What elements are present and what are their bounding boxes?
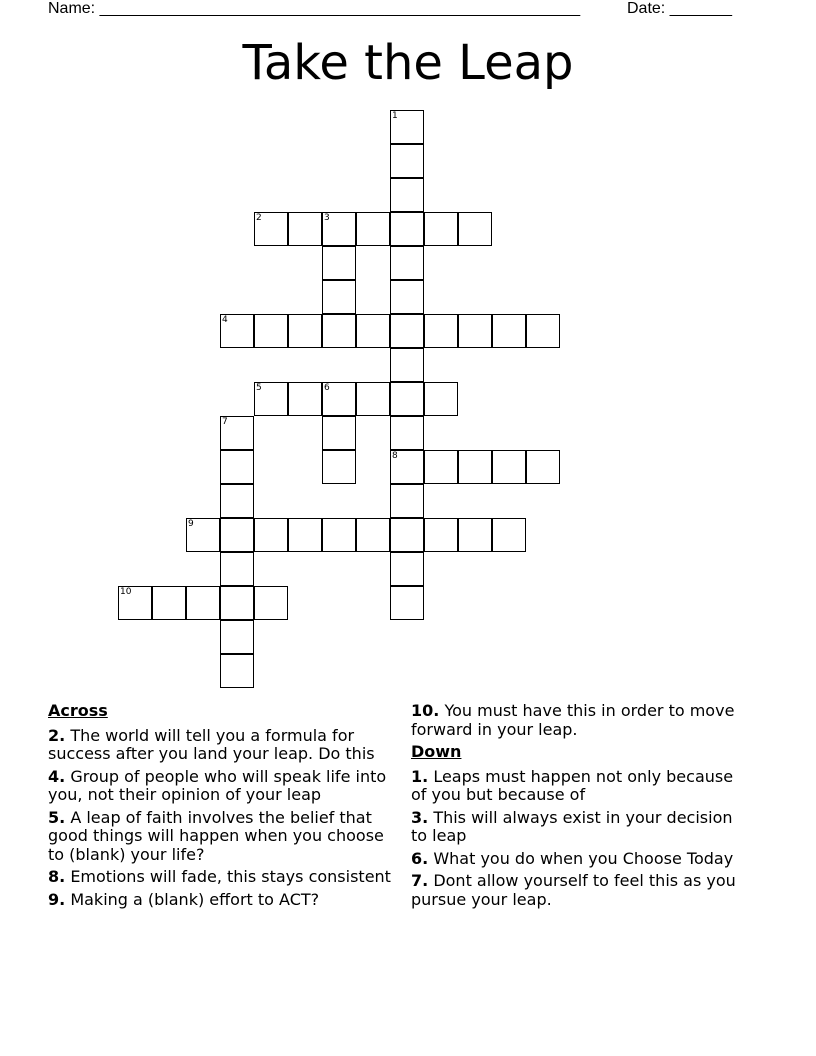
cell-number: 9 bbox=[188, 519, 194, 529]
grid-cell[interactable] bbox=[322, 212, 356, 246]
across-heading: Across bbox=[48, 701, 108, 720]
grid-cell[interactable] bbox=[390, 382, 424, 416]
grid-cell[interactable] bbox=[390, 450, 424, 484]
clue-text: You must have this in order to move forward in your leap. bbox=[411, 701, 735, 739]
grid-cell[interactable] bbox=[220, 416, 254, 450]
grid-cell[interactable] bbox=[186, 586, 220, 620]
clue-number: 2. bbox=[48, 725, 66, 745]
grid-cell[interactable] bbox=[492, 450, 526, 484]
clue-text: What you do when you Choose Today bbox=[433, 848, 734, 868]
down-clue bbox=[411, 872, 751, 909]
grid-cell[interactable] bbox=[356, 212, 390, 246]
grid-cell[interactable] bbox=[220, 518, 254, 552]
grid-cell[interactable] bbox=[118, 586, 152, 620]
cell-number: 8 bbox=[392, 451, 398, 461]
grid-cell[interactable] bbox=[390, 280, 424, 314]
grid-cell[interactable] bbox=[390, 586, 424, 620]
clue-text: The world will tell you a formula for success after you land your leap. Do this bbox=[48, 725, 375, 763]
grid-cell[interactable] bbox=[220, 484, 254, 518]
clue-text: A leap of faith involves the belief that good things will happen when you choose to (blank) your life? bbox=[48, 807, 384, 864]
grid-cell[interactable] bbox=[356, 518, 390, 552]
grid-cell[interactable] bbox=[492, 518, 526, 552]
clue-number: 6. bbox=[411, 848, 429, 868]
grid-cell[interactable] bbox=[288, 314, 322, 348]
grid-cell[interactable] bbox=[390, 416, 424, 450]
grid-cell[interactable] bbox=[424, 518, 458, 552]
across-clue bbox=[48, 727, 398, 764]
grid-cell[interactable] bbox=[390, 212, 424, 246]
grid-cell[interactable] bbox=[322, 382, 356, 416]
grid-cell[interactable] bbox=[220, 654, 254, 688]
grid-cell[interactable] bbox=[390, 552, 424, 586]
grid-cell[interactable] bbox=[458, 450, 492, 484]
grid-cell[interactable] bbox=[424, 382, 458, 416]
grid-cell[interactable] bbox=[254, 382, 288, 416]
grid-cell[interactable] bbox=[424, 314, 458, 348]
cell-number: 1 bbox=[392, 111, 398, 121]
clue-number: 5. bbox=[48, 807, 66, 827]
grid-cell[interactable] bbox=[390, 314, 424, 348]
down-clue bbox=[411, 768, 751, 805]
grid-cell[interactable] bbox=[288, 518, 322, 552]
clue-text: This will always exist in your decision to leap bbox=[411, 807, 733, 845]
grid-cell[interactable] bbox=[356, 314, 390, 348]
across-clue bbox=[48, 809, 398, 865]
clue-number: 1. bbox=[411, 766, 429, 786]
clues-right-column bbox=[411, 702, 751, 913]
grid-cell[interactable] bbox=[220, 450, 254, 484]
grid-cell[interactable] bbox=[390, 484, 424, 518]
puzzle-title: Take the Leap bbox=[242, 35, 574, 91]
clues-left-column bbox=[48, 702, 398, 913]
grid-cell[interactable] bbox=[322, 314, 356, 348]
clue-number: 4. bbox=[48, 766, 66, 786]
clue-text: Dont allow yourself to feel this as you pursue your leap. bbox=[411, 871, 736, 909]
name-field-label: Name: ______________________________________________________ bbox=[48, 0, 581, 17]
grid-cell[interactable] bbox=[220, 314, 254, 348]
cell-number: 10 bbox=[120, 587, 132, 597]
grid-cell[interactable] bbox=[458, 314, 492, 348]
grid-cell[interactable] bbox=[322, 450, 356, 484]
cell-number: 7 bbox=[222, 417, 228, 427]
clue-text: Group of people who will speak life into you, not their opinion of your leap bbox=[48, 766, 387, 804]
cell-number: 6 bbox=[324, 383, 330, 393]
across-clue bbox=[48, 768, 398, 805]
grid-cell[interactable] bbox=[492, 314, 526, 348]
grid-cell[interactable] bbox=[390, 178, 424, 212]
grid-cell[interactable] bbox=[390, 246, 424, 280]
cell-number: 3 bbox=[324, 213, 330, 223]
clue-number: 8. bbox=[48, 867, 66, 886]
grid-cell[interactable] bbox=[390, 110, 424, 144]
date-field-label: Date: _______ bbox=[627, 0, 732, 17]
grid-cell[interactable] bbox=[390, 518, 424, 552]
down-clue bbox=[411, 850, 751, 869]
grid-cell[interactable] bbox=[356, 382, 390, 416]
grid-cell[interactable] bbox=[458, 212, 492, 246]
clue-number: 7. bbox=[411, 871, 429, 890]
clue-number: 9. bbox=[48, 889, 66, 909]
grid-cell[interactable] bbox=[254, 518, 288, 552]
grid-cell[interactable] bbox=[186, 518, 220, 552]
grid-cell[interactable] bbox=[288, 382, 322, 416]
cell-number: 5 bbox=[256, 383, 262, 393]
grid-cell[interactable] bbox=[390, 144, 424, 178]
grid-cell[interactable] bbox=[254, 586, 288, 620]
grid-cell[interactable] bbox=[322, 518, 356, 552]
down-heading: Down bbox=[411, 742, 462, 761]
grid-cell[interactable] bbox=[526, 314, 560, 348]
grid-cell[interactable] bbox=[220, 620, 254, 654]
grid-cell[interactable] bbox=[458, 518, 492, 552]
clue-text: Making a (blank) effort to ACT? bbox=[70, 889, 320, 909]
grid-cell[interactable] bbox=[322, 416, 356, 450]
across-clue bbox=[48, 868, 398, 887]
clue-number: 3. bbox=[411, 807, 429, 827]
grid-cell[interactable] bbox=[390, 348, 424, 382]
grid-cell[interactable] bbox=[152, 586, 186, 620]
grid-cell[interactable] bbox=[220, 586, 254, 620]
grid-cell[interactable] bbox=[220, 552, 254, 586]
grid-cell[interactable] bbox=[254, 212, 288, 246]
grid-cell[interactable] bbox=[424, 212, 458, 246]
cell-number: 2 bbox=[256, 213, 262, 223]
clue-text: Leaps must happen not only because of you but because of bbox=[411, 766, 734, 804]
down-clue bbox=[411, 809, 751, 846]
grid-cell[interactable] bbox=[254, 314, 288, 348]
grid-cell[interactable] bbox=[424, 450, 458, 484]
grid-cell[interactable] bbox=[322, 280, 356, 314]
grid-cell[interactable] bbox=[288, 212, 322, 246]
clue-number: 10. bbox=[411, 701, 440, 720]
grid-cell[interactable] bbox=[526, 450, 560, 484]
across-clue bbox=[48, 891, 398, 910]
clue-text: Emotions will fade, this stays consistent bbox=[70, 867, 391, 886]
grid-cell[interactable] bbox=[322, 246, 356, 280]
across-clue bbox=[411, 702, 751, 739]
cell-number: 4 bbox=[222, 315, 228, 325]
